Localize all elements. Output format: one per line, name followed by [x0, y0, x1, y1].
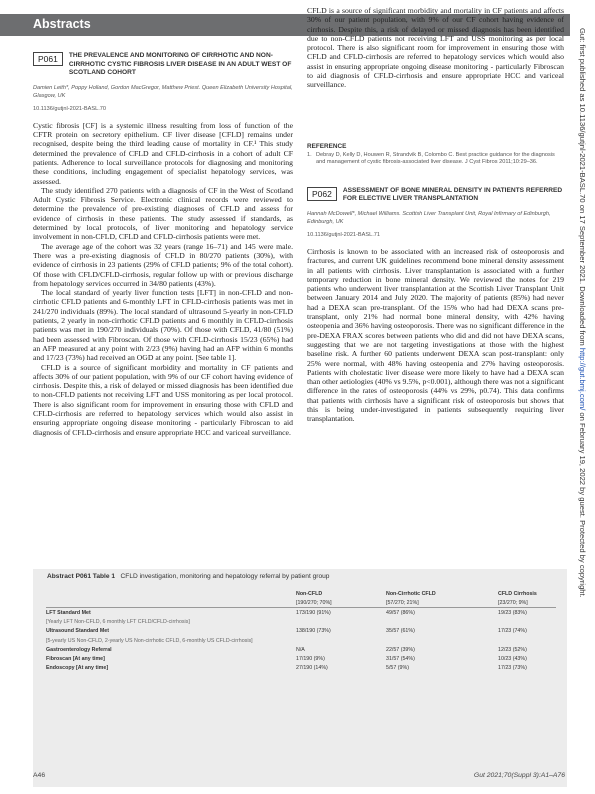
table-row [46, 664, 556, 673]
section-title: Abstracts [33, 17, 91, 31]
table-cell: 138/190 (73%) [296, 628, 331, 635]
abstract-body-continued [307, 6, 564, 136]
table-cell: 22/57 (39%) [386, 646, 415, 653]
paragraph-continuation: CFLD is a source of significant morbidity and mortality in CF patients and affects 30% of our patient population, with 9% of our CF cohort having evidence of cirrhosis. Despite this, a risk of delayed or missed diagnosis has been identified due to non-CFLD patients not receiving LFT and USS monitoring as per local protocol. There is also significant room for improvement in ensuring those with CFLD and CFLD-cirrhosis are referred to hepatology services which would also assist in ensuring appropriate ongoing disease monitoring - particularly Fibroscan to aid diagnosis of CFLD-cirrhosis and ensure appropriate HCC and variceal surveillance. [307, 6, 564, 90]
reference-text: Debray D, Kelly D, Houwen R, Strandvik B, Colombo C. Best practice guidance for the diagnosis and management of cystic fibrosis-associated liver disease. J Cyst Fibros 2011;10:29–36. [316, 152, 555, 166]
paragraph: The study identified 270 patients with a diagnosis of CF in the West of Scotland Adult Cystic Fibrosis Service. Electronic clinical records were reviewed to determine the prevalence of pre-existing diagnoses of CFLD and assess for evidence of cirrhosis in these patients. The study assessed if standards, as determined by local protocols, of liver monitoring and hepatology service involvement in non-CFLD, CFLD and CFLD-cirrhosis patients were met. [33, 185, 293, 242]
table-caption-text: CFLD investigation, monitoring and hepatology referral by patient group [120, 573, 330, 580]
abstract-doi[interactable]: 10.1136/gutjnl-2021-BASL.71 [307, 232, 380, 238]
table-caption [47, 573, 329, 580]
side-note-link[interactable]: http://gut.bmj.com/ [578, 347, 587, 411]
reference-number: 1. [307, 152, 312, 158]
paragraph: Cystic fibrosis [CF] is a systemic illness resulting from loss of function of the CFTR protein on secretory epithelium. CF liver disease [CFLD] remains under recognised, despite being the third leading cause of mortality in CF.¹ This study determined the prevalence of CFLD and CFLD-cirrhosis in a cohort of adult CF patients. Adherence to local surveillance protocols for diagnosing and monitoring these conditions, including engagement of specialist hepatology services, was assessed. [33, 120, 293, 186]
table-cell [386, 636, 498, 645]
abstract-p061 [33, 52, 293, 437]
side-note-prefix: Gut: first published as 10.1136/gutjnl-2021-BASL.70 on 17 September 2021. Downloaded from [578, 28, 587, 348]
table-cell: 5/57 (9%) [386, 665, 409, 672]
reference-item [307, 152, 564, 167]
side-note-suffix: on February 19, 2022 by guest. Protected by copyright. [578, 410, 587, 598]
abstract-header [307, 187, 564, 204]
table-cell: N/A [296, 646, 305, 653]
table-row [46, 627, 556, 636]
paragraph-continued: CFLD is a source of significant morbidity and mortality in CF patients and affects 30% of our patient population, with 9% of our CF cohort having evidence of cirrhosis. Despite this, a risk of delayed or missed diagnosis has been identified due to non-CFLD patients not receiving LFT and USS monitoring as per local protocol. There is also significant room for improvement in ensuring those with CFLD and CFLD-cirrhosis are referred to hepatology services which would also assist in ensuring appropriate ongoing disease monitoring - particularly Fibroscan to aid diagnosis of CFLD-cirrhosis and ensure appropriate HCC and variceal surveillance. [33, 362, 293, 437]
abstract-authors: Hannah McDowell*, Michael Williams. Scottish Liver Transplant Unit, Royal Infirmary of Edinburgh, Edinburgh, UK [307, 211, 551, 225]
abstract-title: ASSESSMENT OF BONE MINERAL DENSITY IN PATIENTS REFERRED FOR ELECTIVE LIVER TRANSPLANTATION [342, 186, 563, 203]
table-cell: [57/270; 21%] [386, 598, 498, 608]
abstract-body [307, 247, 564, 424]
table-cell [46, 598, 296, 608]
table-cell: 31/57 (54%) [386, 655, 415, 662]
abstract-id: P062 [307, 187, 337, 201]
row-label: LFT Standard Met [46, 609, 91, 616]
abstract-id: P061 [33, 52, 63, 66]
paragraph: The local standard of yearly liver function tests [LFT] in non-CFLD and non-cirrhotic CFLD patients and 6-monthly LFT in CFLD-cirrhosis patients was met in 241/270 individuals (89%). The local standard of ultrasound 5-yearly in non-CFLD patients, 2 yearly in non-cirrhotic CFLD patients and 6 monthly in CFLD-cirrhosis patients was met in 190/270 individuals (70%). Of those with CFLD, 41/80 (51%) had been assessed with Fibroscan. Of those with CFLD-cirrhosis 15/23 (65%) had an AFP measured at any point with 2/23 (9%) having had an AFP within 6 months and 17/23 (73%) had received an OGD at any point. [See table 1]. [33, 288, 293, 363]
table-row [46, 654, 556, 663]
table-cell: 17/23 (74%) [498, 628, 527, 635]
abstract-header [33, 52, 293, 78]
table-header-cell [46, 589, 296, 598]
row-label: Ultrasound Standard Met [46, 628, 109, 635]
row-label: [Yearly LFT Non-CFLD, 6 monthly LFT CFLD/CFLD-cirrhosis] [46, 619, 190, 626]
table-cell [498, 618, 556, 627]
abstract-authors: Damien Leith*, Poppy Holland, Gordon MacGregor, Matthew Priest. Queen Elizabeth University Hospital, Glasgow, UK [33, 84, 293, 99]
table-subheader-row [46, 598, 556, 608]
table-row [46, 636, 556, 645]
table-cell [498, 636, 556, 645]
table-panel [33, 569, 567, 787]
table-cell: 27/190 (14%) [296, 665, 328, 672]
row-label: Endoscopy [At any time] [46, 665, 109, 672]
table-cell: 17/23 (73%) [498, 665, 527, 672]
table-label: Abstract P061 Table 1 [47, 573, 116, 580]
journal-citation: Gut 2021;70(Suppl 3):A1–A76 [473, 772, 565, 779]
table-cell: 17/190 (9%) [296, 655, 325, 662]
data-table [46, 589, 556, 673]
table-cell: 49/57 (86%) [386, 609, 415, 616]
table-header-cell: Non-CFLD [296, 590, 323, 597]
table-header-row [46, 589, 556, 598]
table-body [46, 608, 556, 673]
table-row [46, 608, 556, 618]
table-row [46, 645, 556, 654]
table-cell: 19/23 (83%) [498, 609, 527, 616]
paragraph: The average age of the cohort was 32 years (range 16–71) and 145 were male. There was a pre-existing diagnosis of CFLD in 80/270 patients (30%), with evidence of cirrhosis in 23 patients (29% of CFLD patients; 9% of the total cohort). Of those with CFLD/CFLD-cirrhosis, regular follow up with or previous discharge from hepatology services occurred in 34/80 patients (43%). [33, 241, 293, 288]
table-cell: 10/23 (43%) [498, 655, 527, 662]
row-label: Fibroscan [At any time] [46, 655, 105, 662]
table-header-cell: Non-Cirrhotic CFLD [386, 590, 436, 597]
page-number: A46 [33, 772, 46, 779]
table-cell [296, 636, 386, 645]
abstract-title: THE PREVALENCE AND MONITORING OF CIRRHOTIC AND NON-CIRRHOTIC CYSTIC FIBROSIS LIVER DISEASE IN AN ADULT WEST OF SCOTLAND COHORT [68, 52, 292, 77]
table-cell: 12/23 (52%) [498, 646, 527, 653]
reference-heading: REFERENCE [307, 143, 347, 150]
table-cell [386, 618, 498, 627]
table-cell [296, 618, 386, 627]
copyright-side-note [578, 28, 587, 598]
row-label: Gastroenterology Referral [46, 646, 112, 653]
table-cell: [23/270; 9%] [498, 598, 556, 608]
right-column [307, 6, 564, 424]
table-cell: 35/57 (61%) [386, 628, 415, 635]
table-header-cell: CFLD Cirrhosis [498, 590, 537, 597]
table-cell: [190/270; 70%] [296, 598, 386, 608]
table-row [46, 618, 556, 627]
row-label: [5-yearly US Non-CFLD, 2-yearly US Non-cirrhotic CFLD, 6-monthly US CFLD-cirrhosis] [46, 637, 253, 644]
table-cell: 173/190 (91%) [296, 609, 331, 616]
abstract-body [33, 120, 293, 437]
paragraph: Cirrhosis is known to be associated with an increased risk of osteoporosis and fractures, and current UK guidelines recommend bone mineral density assessment in all patients with cirrhosis. Liver transplantation is associated with a further temporary reduction in bone mineral density. We reviewed the notes for 219 patients who underwent liver transplantation at the Scottish Liver Transplant Unit between January 2014 and July 2020. The majority of patients (85%) had never had a DEXA scan pre-transplant. Of the 15% who had had DEXA scans pre-transplant, only 21% had normal bone mineral density, with 42% having osteopenia and 36% having osteoporosis. There was no significant difference in the pre-DEXA FRAX scores between patients who did and did not have DEXA scans, suggesting that we are not targeting investigations at those with the highest baseline risk. A further 60 patients underwent DEXA scan post-transplant: only 25% were normal, with 48% having osteopenia and 27% having osteoporosis. Patients with cholestatic liver disease were more likely to have had a DEXA scan than other aetiologies (40% vs 9.5%, p<0.001), although there was not a significant difference in the rates of osteoporosis (44% vs 29%, p0.74). This data confirms that patients with cirrhosis have a significant risk of osteoporosis but shows that this is being under-investigated in patients subsequently requiring liver transplantation. [307, 247, 564, 424]
abstract-doi[interactable]: 10.1136/gutjnl-2021-BASL.70 [33, 105, 106, 112]
